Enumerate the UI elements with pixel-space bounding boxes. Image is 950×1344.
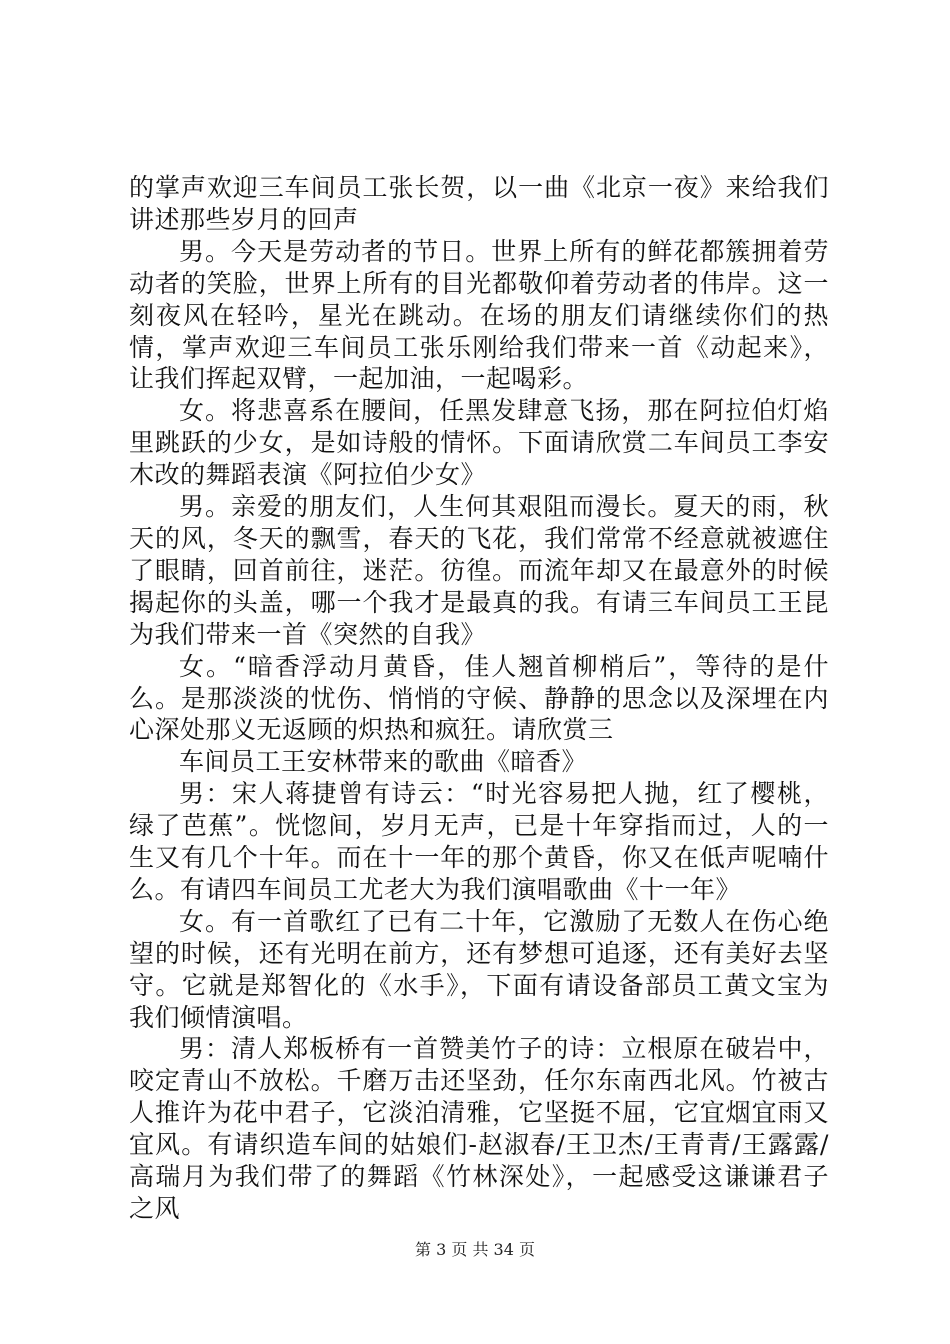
paragraph: 男。今天是劳动者的节日。世界上所有的鲜花都簇拥着劳动者的笑脸，世界上所有的目光都敬仰着劳动者的伟岸。这一刻夜风在轻吟，星光在跳动。在场的朋友们请继续你们的热情，掌声欢迎三车间员工张乐刚给我们带来一首《动起来》，让我们挥起双臂，一起加油，一起喝彩。: [129, 236, 829, 394]
paragraph: 女。将悲喜系在腰间，任黑发肆意飞扬，那在阿拉伯灯焰里跳跃的少女，是如诗般的情怀。下面请欣赏二车间员工李安木改的舞蹈表演《阿拉伯少女》: [129, 396, 829, 490]
document-body: [129, 172, 829, 1225]
paragraph: 男：清人郑板桥有一首赞美竹子的诗：立根原在破岩中，咬定青山不放松。千磨万击还坚劲，任尔东南西北风。竹被古人推许为花中君子，它淡泊清雅，它坚挺不屈，它宜烟宜雨又宜风。有请织造车间的姑娘们-赵淑春/王卫杰/王青青/王露露/高瑞月为我们带了的舞蹈《竹林深处》，一起感受这谦谦君子之风: [129, 1034, 829, 1223]
paragraph: 男。亲爱的朋友们，人生何其艰阻而漫长。夏天的雨，秋天的风，冬天的飘雪，春天的飞花，我们常常不经意就被遮住了眼睛，回首前往，迷茫。彷徨。而流年却又在最意外的时候揭起你的头盖，哪一个我才是最真的我。有请三车间员工王昆为我们带来一首《突然的自我》: [129, 492, 829, 649]
page-number-footer: 第 3 页 共 34 页: [415, 1240, 535, 1259]
paragraph: 男：宋人蒋捷曾有诗云：“时光容易把人抛，红了樱桃，绿了芭蕉”。恍惚间，岁月无声，已是十年穿指而过，人的一生又有几个十年。而在十一年的那个黄昏，你又在低声呢喃什么。有请四车间员工尤老大为我们演唱歌曲《十一年》: [129, 779, 829, 904]
paragraph: 女。有一首歌红了已有二十年，它激励了无数人在伤心绝望的时候，还有光明在前方，还有梦想可追逐，还有美好去坚守。它就是郑智化的《水手》，下面有请设备部员工黄文宝为我们倾情演唱。: [129, 906, 829, 1032]
paragraph: 女。“暗香浮动月黄昏，佳人翘首柳梢后”，等待的是什么。是那淡淡的忧伤、悄悄的守候、静静的思念以及深埋在内心深处那义无返顾的炽热和疯狂。请欣赏三: [129, 651, 829, 745]
paragraph: 的掌声欢迎三车间员工张长贺，以一曲《北京一夜》来给我们讲述那些岁月的回声: [129, 173, 829, 234]
paragraph: 车间员工王安林带来的歌曲《暗香》: [179, 747, 588, 777]
